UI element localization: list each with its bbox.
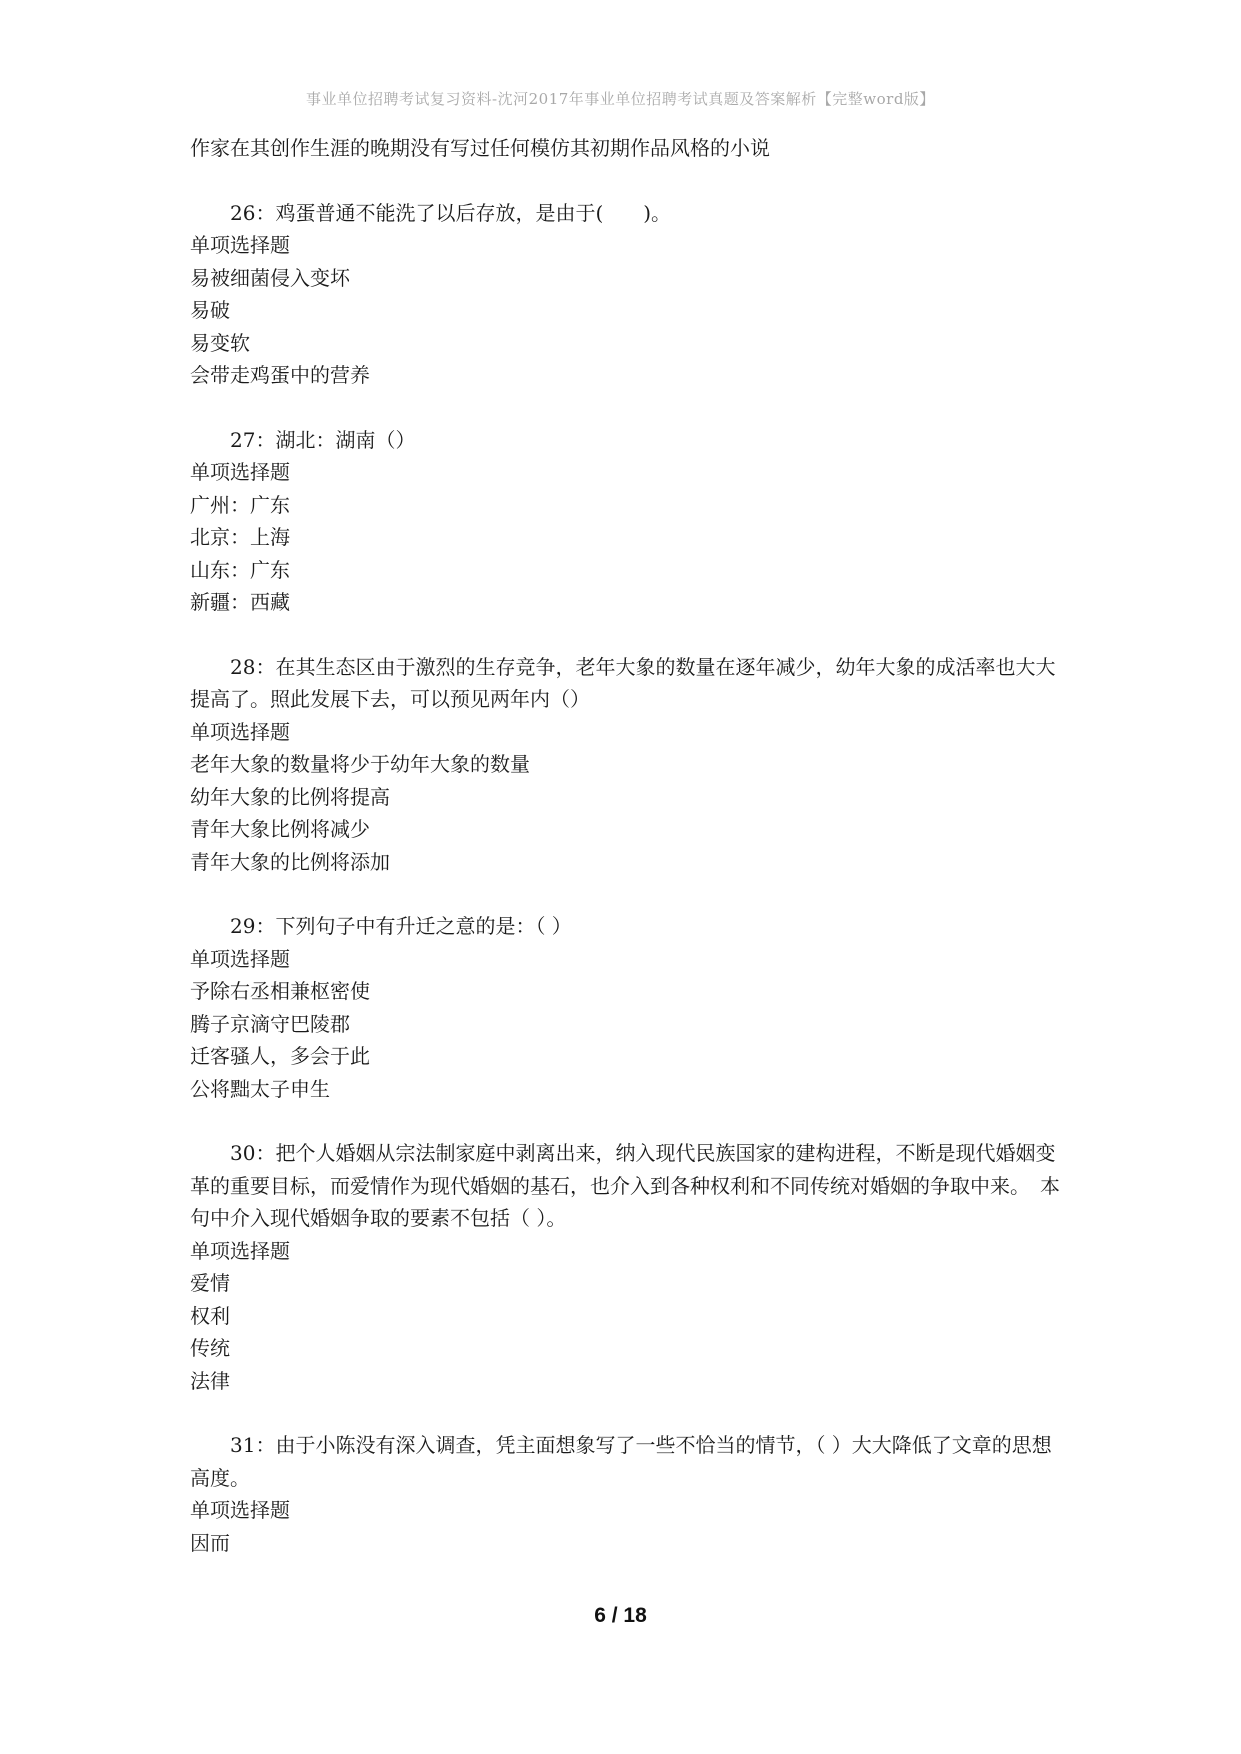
question-28 [190, 651, 1060, 879]
question-stem: 27：湖北：湖南（） [230, 427, 416, 452]
page-header: 事业单位招聘考试复习资料-沈河2017年事业单位招聘考试真题及答案解析【完整word版】 [306, 90, 935, 108]
option: 易变软 [190, 330, 250, 355]
option: 山东：广东 [190, 557, 290, 582]
option: 易破 [190, 298, 230, 322]
option: 因而 [190, 1530, 230, 1555]
option: 法律 [190, 1368, 230, 1393]
option: 广州：广东 [190, 492, 290, 517]
option: 予除右丞相兼枢密使 [190, 979, 370, 1003]
page-number: 6 / 18 [594, 1604, 647, 1627]
question-stem: 26：鸡蛋普通不能洗了以后存放，是由于( )。 [230, 200, 672, 225]
option: 易被细菌侵入变坏 [190, 265, 350, 290]
option: 公将黜太子申生 [190, 1076, 330, 1101]
question-stem: 31：由于小陈没有深入调查，凭主面想象写了一些不恰当的情节，（ ）大大降低了文章的思想高度。 [190, 1433, 1052, 1490]
question-type: 单项选择题 [190, 1238, 290, 1263]
option: 迁客骚人，多会于此 [190, 1044, 370, 1068]
intro-line: 作家在其创作生涯的晚期没有写过任何模仿其初期作品风格的小说 [190, 136, 770, 160]
question-stem: 28：在其生态区由于激烈的生存竞争，老年大象的数量在逐年减少，幼年大象的成活率也大大提高了。照此发展下去，可以预见两年内（） [190, 654, 1056, 711]
question-type: 单项选择题 [190, 1498, 290, 1522]
option: 新疆：西藏 [190, 590, 290, 614]
option: 北京：上海 [190, 525, 290, 549]
option: 权利 [190, 1303, 230, 1328]
option: 幼年大象的比例将提高 [190, 784, 390, 809]
option: 传统 [190, 1336, 230, 1360]
question-30 [190, 1137, 1060, 1397]
question-type: 单项选择题 [190, 946, 290, 971]
document-body [190, 132, 1060, 1559]
option: 青年大象比例将减少 [190, 817, 370, 841]
question-type: 单项选择题 [190, 719, 290, 744]
option: 老年大象的数量将少于幼年大象的数量 [190, 752, 530, 776]
question-stem: 29：下列句子中有升迁之意的是：（ ） [230, 914, 572, 938]
question-26 [190, 197, 1060, 392]
option: 青年大象的比例将添加 [190, 849, 390, 874]
question-29 [190, 910, 1060, 1105]
question-stem: 30：把个人婚姻从宗法制家庭中剥离出来，纳入现代民族国家的建构进程，不断是现代婚姻变革的重要目标，而爱情作为现代婚姻的基石，也介入到各种权利和不同传统对婚姻的争取中来。 本句中介入现代婚姻争取的要素不包括（ ）。 [190, 1141, 1060, 1230]
question-27 [190, 424, 1060, 619]
option: 会带走鸡蛋中的营养 [190, 363, 370, 387]
question-type: 单项选择题 [190, 233, 290, 257]
option: 腾子京滴守巴陵郡 [190, 1011, 350, 1036]
question-31 [190, 1429, 1060, 1559]
option: 爱情 [190, 1271, 230, 1295]
question-type: 单项选择题 [190, 460, 290, 484]
